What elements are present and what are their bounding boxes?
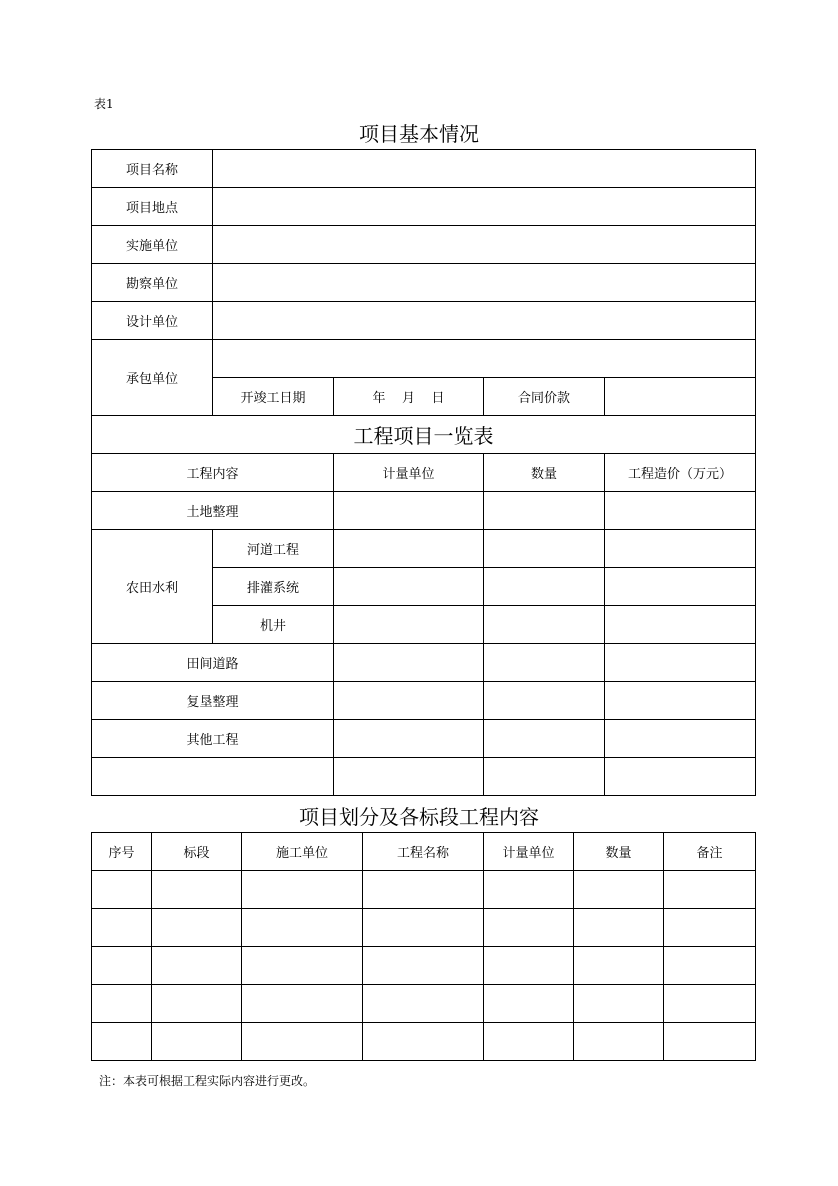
header-project-name: 工程名称 <box>363 833 484 871</box>
table-row <box>92 1023 756 1061</box>
cell[interactable] <box>363 1023 484 1061</box>
cell[interactable] <box>484 871 574 909</box>
cell[interactable] <box>92 871 152 909</box>
header-cost: 工程造价（万元） <box>605 454 756 492</box>
cell[interactable] <box>334 530 484 568</box>
cell[interactable] <box>92 1023 152 1061</box>
value-cell[interactable] <box>213 302 756 340</box>
value-cell[interactable] <box>213 226 756 264</box>
cell[interactable] <box>605 492 756 530</box>
table-row <box>92 226 756 264</box>
start-end-label: 开竣工日期 <box>213 378 334 416</box>
table-row <box>92 985 756 1023</box>
cell[interactable] <box>363 985 484 1023</box>
table-row <box>92 188 756 226</box>
cell[interactable] <box>664 871 756 909</box>
cell[interactable] <box>574 909 664 947</box>
cell[interactable] <box>484 909 574 947</box>
row-label: 项目地点 <box>92 188 213 226</box>
table-row <box>92 150 756 188</box>
header-remark: 备注 <box>664 833 756 871</box>
cell[interactable] <box>605 606 756 644</box>
cell[interactable] <box>664 985 756 1023</box>
cell[interactable] <box>334 644 484 682</box>
cell[interactable] <box>484 644 605 682</box>
cell[interactable] <box>334 492 484 530</box>
table-row <box>92 758 756 796</box>
cell[interactable] <box>484 568 605 606</box>
cell[interactable] <box>334 758 484 796</box>
header-qty: 数量 <box>484 454 605 492</box>
table-row <box>92 302 756 340</box>
cell[interactable] <box>334 720 484 758</box>
row-label: 实施单位 <box>92 226 213 264</box>
cell[interactable] <box>664 909 756 947</box>
cell[interactable] <box>484 606 605 644</box>
cell[interactable] <box>605 758 756 796</box>
cell[interactable] <box>242 871 363 909</box>
cell[interactable] <box>242 947 363 985</box>
table-row <box>92 340 756 378</box>
header-unit: 计量单位 <box>334 454 484 492</box>
value-cell[interactable] <box>213 264 756 302</box>
table-row <box>92 264 756 302</box>
cell[interactable] <box>664 1023 756 1061</box>
cell[interactable] <box>574 871 664 909</box>
cell[interactable] <box>484 985 574 1023</box>
cell[interactable] <box>92 985 152 1023</box>
cell[interactable] <box>152 871 242 909</box>
water-item: 排灌系统 <box>213 568 334 606</box>
cell[interactable] <box>242 985 363 1023</box>
table-row <box>92 416 756 454</box>
contractor-value[interactable] <box>213 340 756 378</box>
cell[interactable] <box>363 909 484 947</box>
table-row <box>92 644 756 682</box>
cell[interactable] <box>484 720 605 758</box>
table-label: 表1 <box>94 97 114 111</box>
cell[interactable] <box>363 947 484 985</box>
row-label: 项目名称 <box>92 150 213 188</box>
table-header-row <box>92 833 756 871</box>
value-cell[interactable] <box>213 188 756 226</box>
cell[interactable] <box>605 720 756 758</box>
cell[interactable] <box>605 682 756 720</box>
header-builder: 施工单位 <box>242 833 363 871</box>
row-label: 勘察单位 <box>92 264 213 302</box>
section2-title: 工程项目一览表 <box>92 416 756 454</box>
cell[interactable] <box>92 758 334 796</box>
cell[interactable] <box>484 530 605 568</box>
cell[interactable] <box>242 909 363 947</box>
cell[interactable] <box>152 1023 242 1061</box>
table-row <box>92 947 756 985</box>
cell[interactable] <box>484 682 605 720</box>
table-row <box>92 871 756 909</box>
section-division-table <box>91 832 756 1061</box>
value-cell[interactable] <box>213 150 756 188</box>
contract-price-value[interactable] <box>605 378 756 416</box>
table-row <box>92 682 756 720</box>
header-seq: 序号 <box>92 833 152 871</box>
water-item: 河道工程 <box>213 530 334 568</box>
water-group-label: 农田水利 <box>92 530 213 644</box>
cell[interactable] <box>92 947 152 985</box>
cell[interactable] <box>574 985 664 1023</box>
cell[interactable] <box>484 947 574 985</box>
cell[interactable] <box>574 1023 664 1061</box>
contract-price-label: 合同价款 <box>484 378 605 416</box>
cell[interactable] <box>605 530 756 568</box>
cell[interactable] <box>484 1023 574 1061</box>
cell[interactable] <box>574 947 664 985</box>
table-header-row <box>92 454 756 492</box>
cell[interactable] <box>152 909 242 947</box>
row-label: 其他工程 <box>92 720 334 758</box>
cell[interactable] <box>363 871 484 909</box>
cell[interactable] <box>605 568 756 606</box>
contractor-label: 承包单位 <box>92 340 213 416</box>
date-cell[interactable]: 年 月 日 <box>334 378 484 416</box>
header-lot: 标段 <box>152 833 242 871</box>
cell[interactable] <box>484 492 605 530</box>
project-basic-table <box>91 149 756 796</box>
table-row <box>92 530 756 568</box>
header-unit: 计量单位 <box>484 833 574 871</box>
cell[interactable] <box>334 606 484 644</box>
cell[interactable] <box>152 985 242 1023</box>
footnote: 注：本表可根据工程实际内容进行更改。 <box>99 1074 316 1088</box>
header-qty: 数量 <box>574 833 664 871</box>
row-label: 复垦整理 <box>92 682 334 720</box>
cell[interactable] <box>605 644 756 682</box>
cell[interactable] <box>334 568 484 606</box>
table-row <box>92 909 756 947</box>
cell[interactable] <box>92 909 152 947</box>
row-label-land: 土地整理 <box>92 492 334 530</box>
cell[interactable] <box>484 758 605 796</box>
row-label: 田间道路 <box>92 644 334 682</box>
cell[interactable] <box>152 947 242 985</box>
water-item: 机井 <box>213 606 334 644</box>
table-row <box>92 720 756 758</box>
cell[interactable] <box>334 682 484 720</box>
header-content: 工程内容 <box>92 454 334 492</box>
table-row <box>92 492 756 530</box>
row-label: 设计单位 <box>92 302 213 340</box>
section1-title: 项目基本情况 <box>359 122 479 146</box>
cell[interactable] <box>242 1023 363 1061</box>
section3-title: 项目划分及各标段工程内容 <box>299 805 539 829</box>
cell[interactable] <box>664 947 756 985</box>
